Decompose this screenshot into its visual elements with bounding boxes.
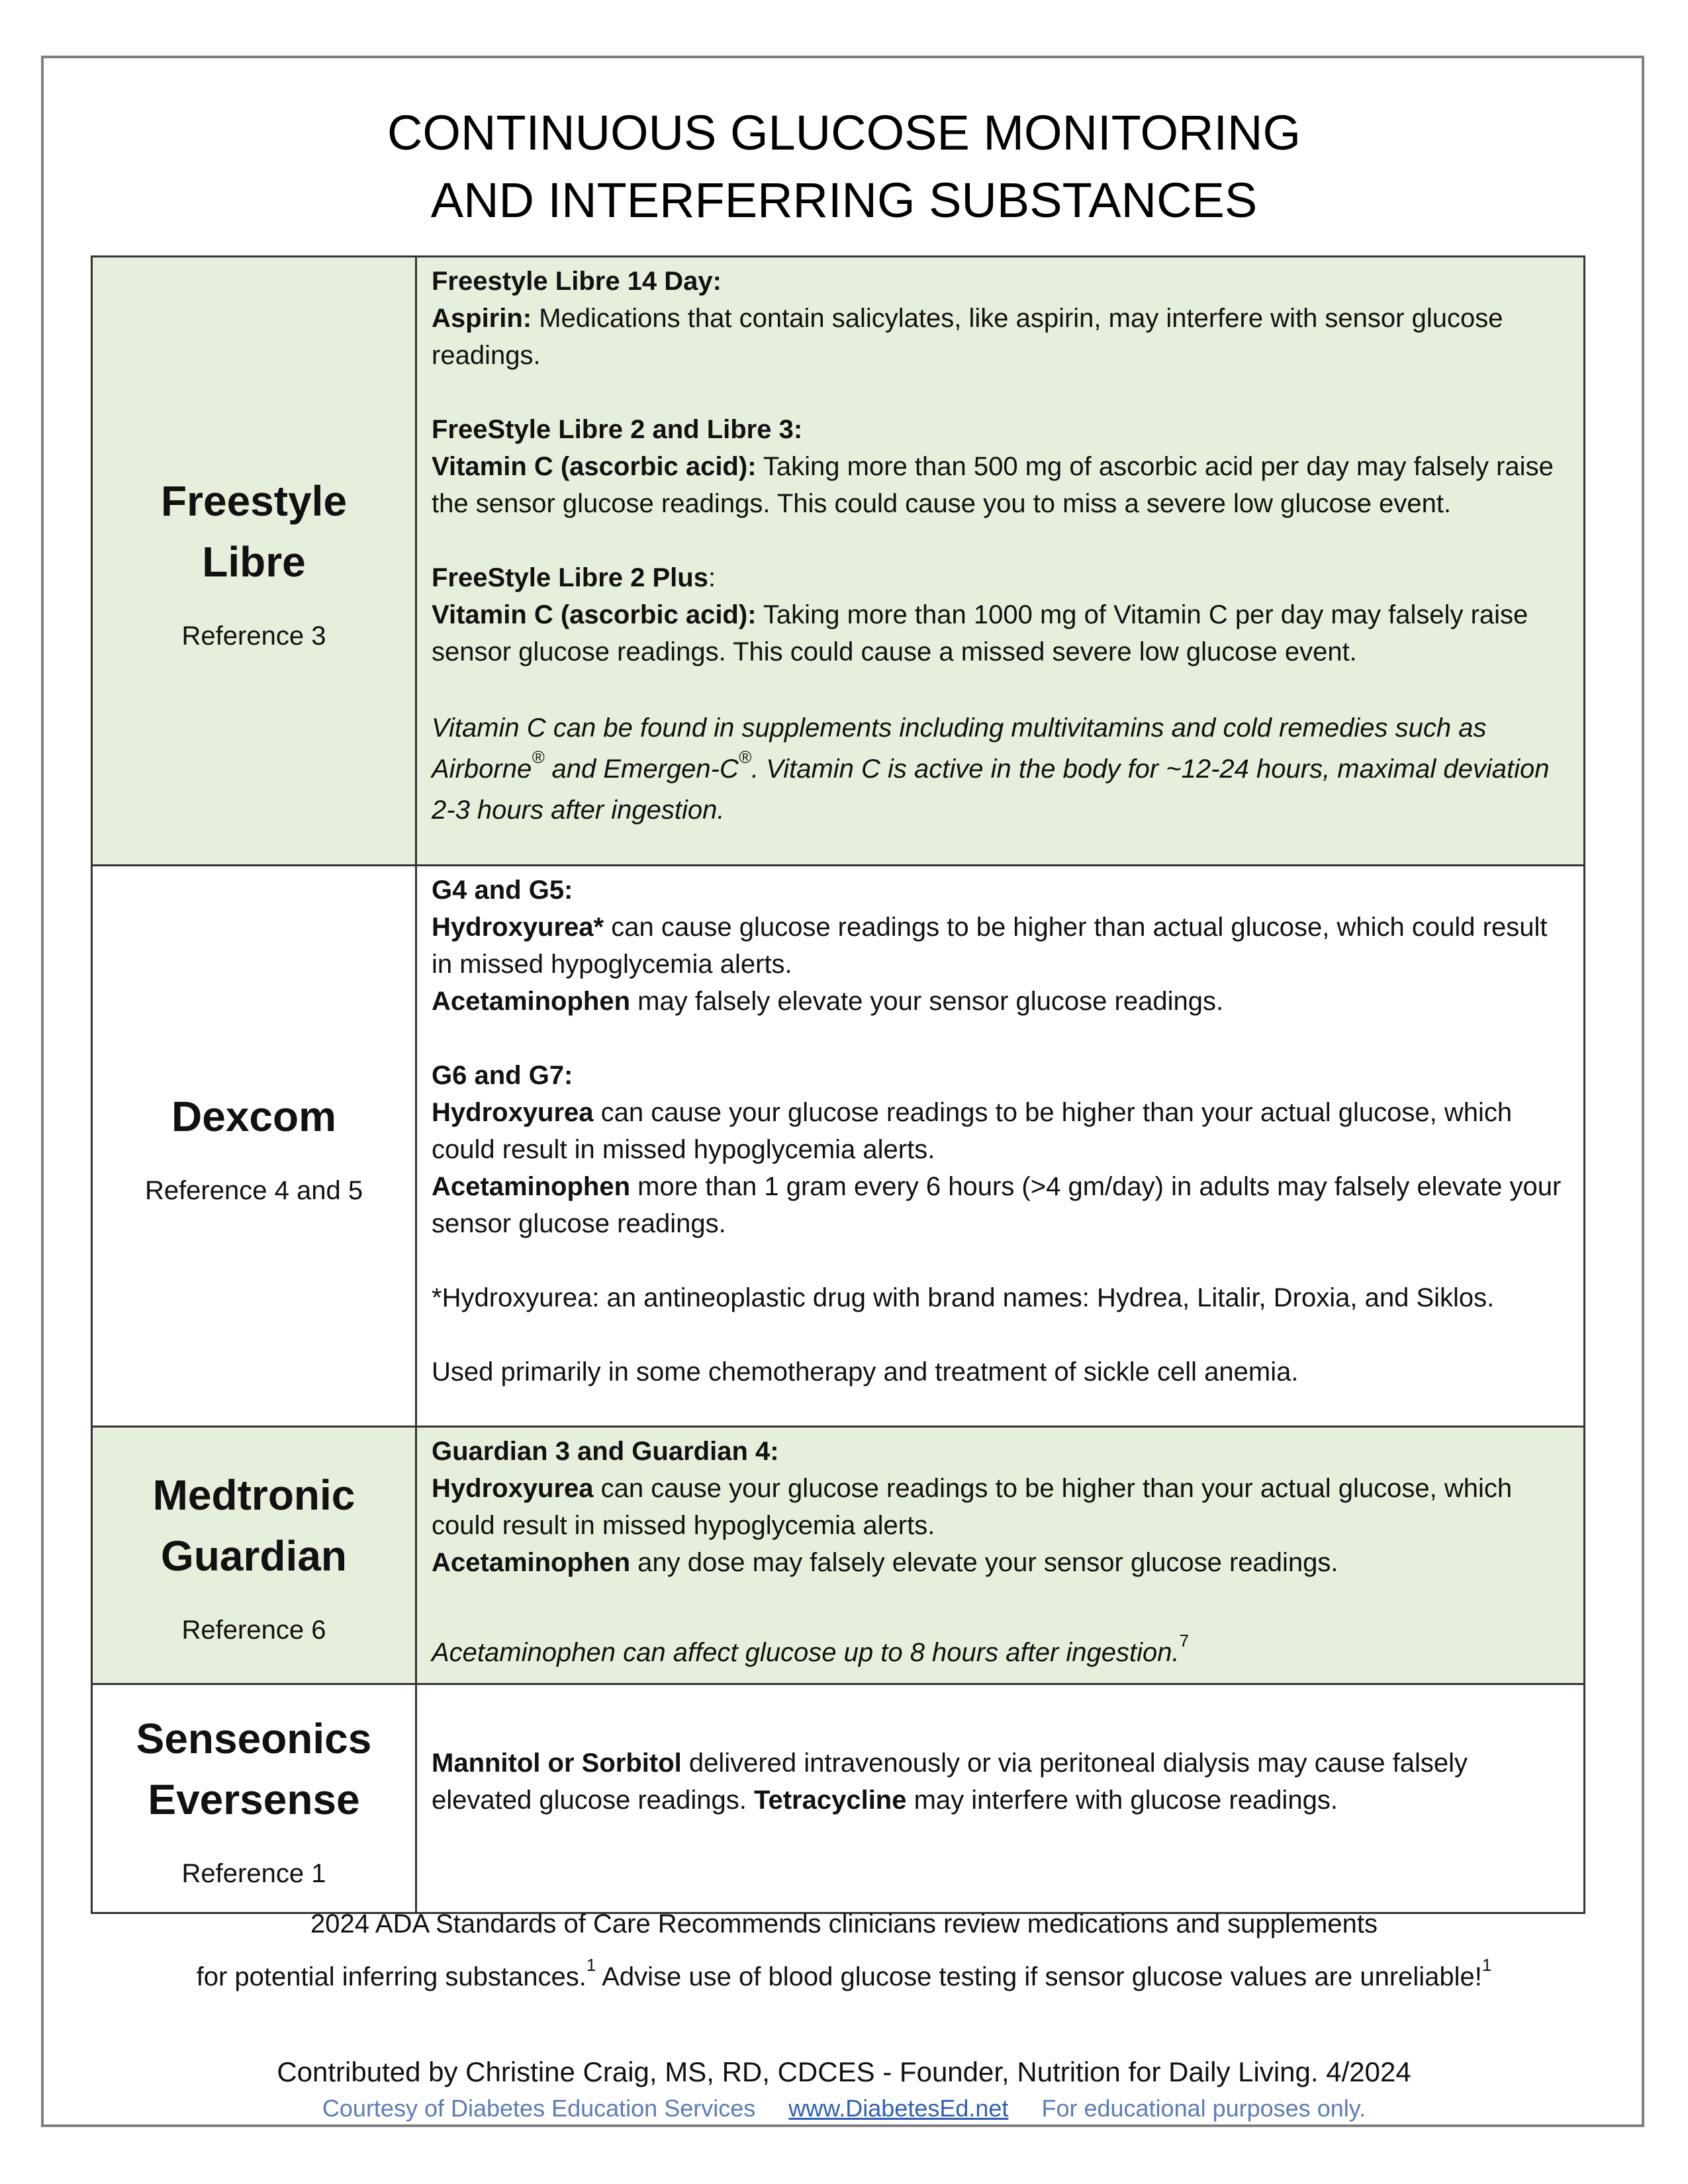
substance-text: may falsely elevate your sensor glucose readings. xyxy=(630,987,1224,1016)
cgm-interference-table xyxy=(91,255,1585,1914)
model-heading: G4 and G5: xyxy=(432,876,573,905)
substance-name: Vitamin C (ascorbic acid): xyxy=(432,600,757,629)
brand-cell-dexcom xyxy=(92,866,416,1427)
contributor-credit: Contributed by Christine Craig, MS, RD, CDCES - Founder, Nutrition for Daily Living. 4/2024 xyxy=(277,2056,1411,2087)
substance-text: Medications that contain salicylates, like aspirin, may interfere with sensor glucose readings. xyxy=(432,304,1503,370)
vitamin-c-note: Vitamin C can be found in supplements including multivitamins and cold remedies such as Airborne® and Emergen-C®. Vitamin C is active in the body for ~12-24 hours, maximal deviation 2-3 hours after ingestion. xyxy=(432,713,1550,825)
title-line-2: AND INTERFERRING SUBSTANCES xyxy=(430,173,1258,228)
model-heading: FreeStyle Libre 2 and Libre 3: xyxy=(432,415,803,444)
substance-name: Aspirin: xyxy=(432,304,532,333)
substance-name: Acetaminophen xyxy=(432,987,631,1016)
reference-label: Reference 4 and 5 xyxy=(144,1175,363,1205)
reference-label: Reference 1 xyxy=(181,1858,326,1888)
brand-name: Guardian xyxy=(161,1532,347,1580)
substance-name: Tetracycline xyxy=(754,1785,907,1815)
substance-text: can cause your glucose readings to be higher than your actual glucose, which could result in missed hypoglycemia alerts. xyxy=(432,1474,1513,1540)
website-link[interactable]: www.DiabetesEd.net xyxy=(788,2095,1009,2122)
brand-cell-freestyle-libre xyxy=(92,257,416,866)
ada-recommendation-line-2: for potential inferring substances.$^1$ Advise use of blood glucose testing if sensor glucose values are unreliable!$^1$ xyxy=(196,1955,1492,1991)
info-cell-senseonics-eversense xyxy=(416,1684,1585,1913)
substance-text: more than 1 gram every 6 hours (>4 gm/day) in adults may falsely elevate your sensor glucose readings. xyxy=(432,1172,1562,1238)
table-row-freestyle-libre xyxy=(92,257,1585,866)
table-row-dexcom xyxy=(92,866,1585,1427)
brand-name: Senseonics xyxy=(136,1714,372,1762)
model-heading: Guardian 3 and Guardian 4: xyxy=(432,1437,779,1466)
substance-text: any dose may falsely elevate your sensor glucose readings. xyxy=(630,1548,1338,1577)
brand-name: Freestyle xyxy=(160,477,348,525)
substance-text: can cause glucose readings to be higher than actual glucose, which could result in missed hypoglycemia alerts. xyxy=(432,913,1548,979)
courtesy-line xyxy=(0,2093,1688,2124)
courtesy-text: Courtesy of Diabetes Education Services xyxy=(322,2095,756,2122)
brand-name: Eversense xyxy=(148,1775,360,1823)
hydroxyurea-usage-note: Used primarily in some chemotherapy and treatment of sickle cell anemia. xyxy=(432,1357,1299,1387)
substance-text: delivered intravenously or via peritoneal dialysis may cause falsely elevated glucose readings. xyxy=(432,1748,1468,1815)
brand-name: Dexcom xyxy=(171,1092,336,1140)
info-cell-freestyle-libre xyxy=(416,257,1585,866)
acetaminophen-note: Acetaminophen can affect glucose up to 8 hours after ingestion. xyxy=(432,1638,1180,1667)
model-heading: FreeStyle Libre 2 Plus xyxy=(432,563,708,592)
brand-cell-medtronic-guardian xyxy=(92,1427,416,1684)
substance-text: may interfere with glucose readings. xyxy=(906,1785,1338,1815)
table-row-senseonics-eversense xyxy=(92,1684,1585,1913)
table-row-medtronic-guardian xyxy=(92,1427,1585,1684)
substance-name: Hydroxyurea xyxy=(432,1474,594,1503)
registered-mark: ® xyxy=(738,747,752,767)
disclaimer-text: For educational purposes only. xyxy=(1041,2095,1366,2122)
model-heading: G6 and G7: xyxy=(432,1061,573,1090)
substance-name: Mannitol or Sorbitol xyxy=(432,1748,682,1778)
brand-name: Libre xyxy=(202,537,306,586)
heading-colon: : xyxy=(708,563,716,592)
registered-mark: ® xyxy=(532,747,545,767)
substance-text: can cause your glucose readings to be higher than your actual glucose, which could result in missed hypoglycemia alerts. xyxy=(432,1098,1513,1164)
reference-label: Reference 6 xyxy=(181,1615,326,1645)
reference-label: Reference 3 xyxy=(181,621,326,651)
info-cell-dexcom xyxy=(416,866,1585,1427)
substance-text: Taking more than 500 mg of ascorbic acid per day may falsely raise the sensor glucose readings. This could cause you to miss a severe low glucose event. xyxy=(432,452,1554,518)
reference-superscript: 1 xyxy=(1481,1955,1492,1975)
substance-text: Taking more than 1000 mg of Vitamin C per day may falsely raise sensor glucose readings. This could cause a missed severe low glucose event. xyxy=(432,600,1528,666)
ada-recommendation-line-1: 2024 ADA Standards of Care Recommends clinicians review medications and supplements xyxy=(310,1909,1378,1938)
substance-name: Acetaminophen xyxy=(432,1548,631,1577)
title-line-1: CONTINUOUS GLUCOSE MONITORING xyxy=(387,105,1301,160)
substance-name: Hydroxyurea* xyxy=(432,913,604,942)
reference-superscript: 1 xyxy=(586,1955,596,1975)
substance-name: Vitamin C (ascorbic acid): xyxy=(432,452,757,481)
reference-superscript: 7 xyxy=(1179,1631,1190,1651)
substance-name: Acetaminophen xyxy=(432,1172,631,1201)
brand-cell-senseonics-eversense xyxy=(92,1684,416,1913)
page-title xyxy=(0,99,1688,234)
brand-name: Medtronic xyxy=(152,1471,355,1519)
hydroxyurea-footnote: *Hydroxyurea: an antineoplastic drug with brand names: Hydrea, Litalir, Droxia, and Siklos. xyxy=(432,1283,1495,1312)
model-heading: Freestyle Libre 14 Day: xyxy=(432,267,722,296)
info-cell-medtronic-guardian xyxy=(416,1427,1585,1684)
substance-name: Hydroxyurea xyxy=(432,1098,594,1127)
